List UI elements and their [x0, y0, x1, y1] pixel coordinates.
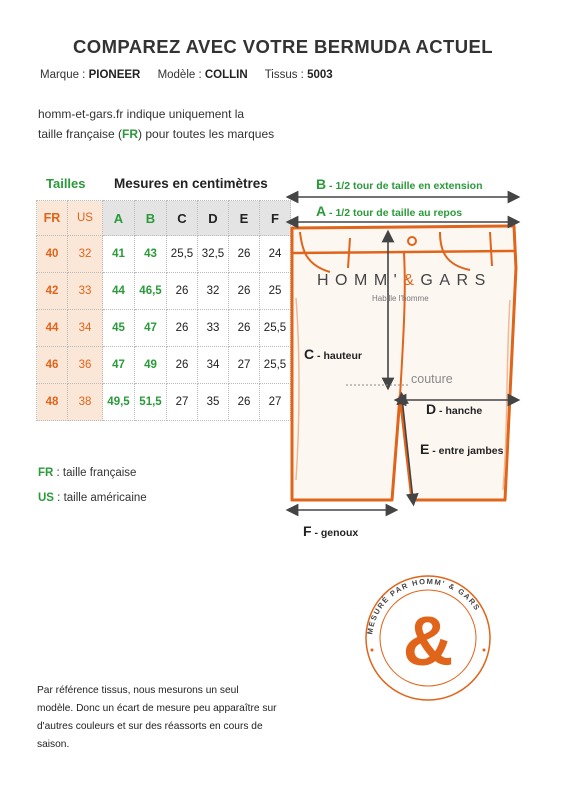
cell-a: 44	[103, 273, 135, 310]
label-f	[303, 523, 358, 539]
label-c-text: - hauteur	[314, 350, 362, 362]
measurement-note: Par référence tissus, nous mesurons un seul modèle. Donc un écart de mesure peu apparaître sur d'autres couleurs et sur des réassorts en cours de saison.	[37, 685, 277, 750]
stamp-ring-text: MESURÉ PAR HOMM' & GARS	[365, 576, 483, 636]
cell-c: 25,5	[167, 236, 198, 273]
shorts-outline	[292, 226, 516, 500]
intro-fr-code: FR	[122, 127, 139, 141]
watermark-right: GARS	[420, 272, 492, 289]
label-f-letter: F	[303, 523, 312, 539]
intro-line-2-post: ) pour toutes les marques	[138, 127, 275, 141]
cell-us: 34	[68, 310, 103, 347]
cell-b: 43	[135, 236, 167, 273]
cell-d: 32,5	[198, 236, 229, 273]
model-label: Modèle :	[157, 69, 202, 81]
label-d	[426, 401, 482, 417]
col-header-fr: FR	[37, 201, 68, 236]
model-value: COLLIN	[204, 69, 248, 81]
label-a	[316, 203, 462, 219]
cell-b: 49	[135, 347, 167, 384]
cell-b: 46,5	[135, 273, 167, 310]
cell-c: 26	[167, 347, 198, 384]
cell-d: 34	[198, 347, 229, 384]
measured-stamp	[365, 576, 490, 700]
measures-header: Mesures en centimètres	[114, 176, 268, 191]
cell-a: 45	[103, 310, 135, 347]
cell-b: 51,5	[135, 384, 167, 421]
intro-line-2-pre: taille française (	[38, 127, 123, 141]
label-a-letter: A	[316, 203, 327, 219]
cell-fr: 48	[37, 384, 68, 421]
cell-f: 24	[260, 236, 291, 273]
cell-fr: 40	[37, 236, 68, 273]
cell-e: 27	[229, 347, 260, 384]
stamp-ampersand: &	[402, 602, 454, 680]
brand-value: PIONEER	[88, 69, 141, 81]
cell-fr: 42	[37, 273, 68, 310]
fabric-value: 5003	[307, 69, 333, 81]
label-d-text: - hanche	[436, 405, 483, 417]
label-a-text: - 1/2 tour de taille au repos	[326, 207, 463, 219]
brand-label: Marque :	[40, 69, 86, 81]
legend-fr-text: : taille française	[53, 467, 137, 479]
cell-e: 26	[229, 273, 260, 310]
intro-line-1: homm-et-gars.fr indique uniquement la	[38, 107, 245, 121]
label-e-text: - entre jambes	[429, 445, 504, 457]
cell-fr: 46	[37, 347, 68, 384]
watermark-subtitle: Habille l'homme	[372, 294, 429, 303]
cell-us: 33	[68, 273, 103, 310]
col-header-b: B	[135, 201, 167, 236]
cell-d: 33	[198, 310, 229, 347]
col-header-a: A	[103, 201, 135, 236]
col-header-e: E	[229, 201, 260, 236]
watermark-left: HOMM'	[317, 272, 404, 289]
cell-a: 41	[103, 236, 135, 273]
page-title: COMPAREZ AVEC VOTRE BERMUDA ACTUEL	[73, 36, 493, 57]
cell-f: 25,5	[260, 347, 291, 384]
label-c-letter: C	[304, 346, 315, 362]
col-header-us: US	[68, 201, 103, 236]
col-header-d: D	[198, 201, 229, 236]
cell-e: 26	[229, 384, 260, 421]
cell-us: 32	[68, 236, 103, 273]
col-header-f: F	[260, 201, 291, 236]
label-couture: couture	[411, 372, 453, 386]
col-header-c: C	[167, 201, 198, 236]
label-e	[420, 441, 503, 457]
cell-a: 47	[103, 347, 135, 384]
label-c	[304, 346, 362, 362]
cell-e: 26	[229, 310, 260, 347]
legend-us-code: US	[38, 492, 54, 504]
cell-e: 26	[229, 236, 260, 273]
cell-f: 25,5	[260, 310, 291, 347]
label-e-letter: E	[420, 441, 430, 457]
cell-d: 32	[198, 273, 229, 310]
brand-watermark	[317, 272, 492, 290]
cell-us: 38	[68, 384, 103, 421]
cell-c: 27	[167, 384, 198, 421]
label-b-letter: B	[316, 176, 327, 192]
cell-c: 26	[167, 273, 198, 310]
fabric-label: Tissus :	[264, 69, 304, 81]
cell-c: 26	[167, 310, 198, 347]
cell-b: 47	[135, 310, 167, 347]
cell-fr: 44	[37, 310, 68, 347]
label-b	[316, 176, 483, 192]
label-f-text: - genoux	[311, 527, 359, 539]
sizes-header: Tailles	[46, 176, 86, 191]
cell-f: 25	[260, 273, 291, 310]
cell-a: 49,5	[103, 384, 135, 421]
cell-f: 27	[260, 384, 291, 421]
cell-us: 36	[68, 347, 103, 384]
legend-fr-code: FR	[38, 467, 54, 479]
legend-us-text: : taille américaine	[53, 492, 147, 504]
label-b-text: - 1/2 tour de taille en extension	[326, 180, 483, 192]
watermark-amp: &	[403, 272, 421, 289]
cell-d: 35	[198, 384, 229, 421]
label-d-letter: D	[426, 401, 437, 417]
